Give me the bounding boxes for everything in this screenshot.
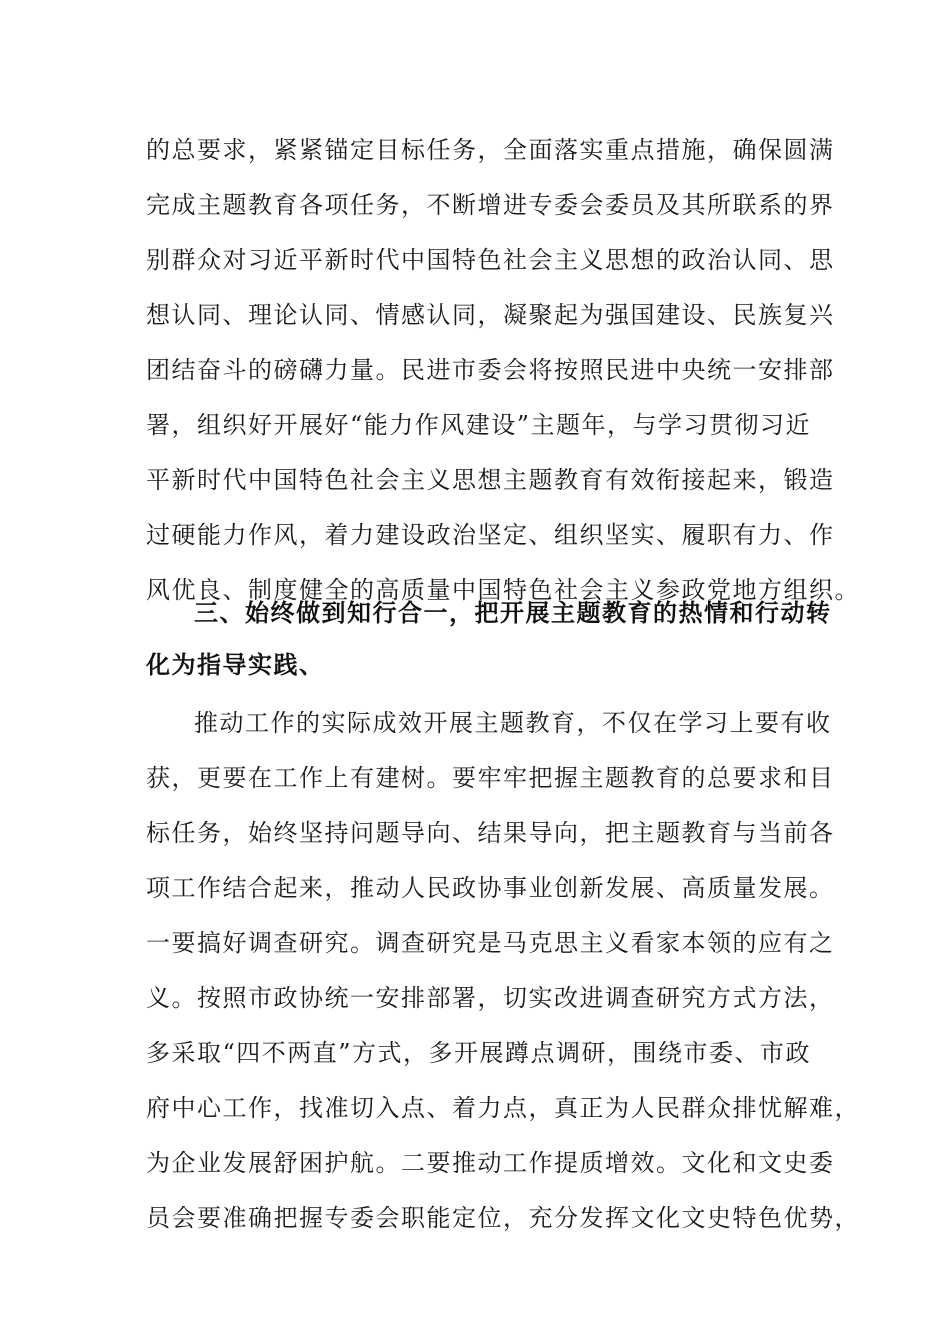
paragraph-1-line-8: 过硬能力作风，着力建设政治坚定、组织坚实、履职有力、作 [146,521,835,549]
paragraph-2-line-9: 为企业发展舒困护航。二要推动工作提质增效。文化和文史委 [146,1149,835,1177]
paragraph-2-line-4: 项工作结合起来，推动人民政协事业创新发展、高质量发展。 [146,874,835,902]
paragraph-1-line-2: 完成主题教育各项任务，不断增进专委会委员及其所联系的界 [146,191,835,219]
paragraph-1-line-3: 别群众对习近平新时代中国特色社会主义思想的政治认同、思 [146,246,835,274]
paragraph-1-line-5: 团结奋斗的磅礴力量。民进市委会将按照民进中央统一安排部 [146,356,835,384]
paragraph-2-line-10: 员会要准确把握专委会职能定位，充分发挥文化文史特色优势， [146,1204,860,1232]
paragraph-1-line-7: 平新时代中国特色社会主义思想主题教育有效衔接起来，锻造 [146,466,835,494]
paragraph-2-line-6: 义。按照市政协统一安排部署，切实改进调查研究方式方法， [146,984,835,1012]
paragraph-1-line-4: 想认同、理论认同、情感认同，凝聚起为强国建设、民族复兴 [146,301,835,329]
paragraph-2-line-3: 标任务，始终坚持问题导向、结果导向，把主题教育与当前各 [146,819,835,847]
paragraph-2-line-8: 府中心工作，找准切入点、着力点，真正为人民群众排忧解难， [146,1094,860,1122]
section-heading-line-1: 三、始终做到知行合一，把开展主题教育的热情和行动转 [194,598,832,627]
paragraph-2-line-2: 获，更要在工作上有建树。要牢牢把握主题教育的总要求和目 [146,764,835,792]
paragraph-2-line-7: 多采取“四不两直”方式，多开展蹲点调研，围绕市委、市政 [146,1039,812,1067]
paragraph-2-line-5: 一要搞好调查研究。调查研究是马克思主义看家本领的应有之 [146,929,835,957]
section-heading-line-2: 化为指导实践、 [146,650,325,679]
paragraph-1-line-6: 署，组织好开展好“能力作风建设”主题年，与学习贯彻习近 [146,411,812,439]
paragraph-1-line-1: 的总要求，紧紧锚定目标任务，全面落实重点措施，确保圆满 [146,136,835,164]
paragraph-2-line-1: 推动工作的实际成效开展主题教育，不仅在学习上要有收 [194,709,832,737]
paragraph-1-line-9: 风优良、制度健全的高质量中国特色社会主义参政党地方组织。 [146,576,860,604]
